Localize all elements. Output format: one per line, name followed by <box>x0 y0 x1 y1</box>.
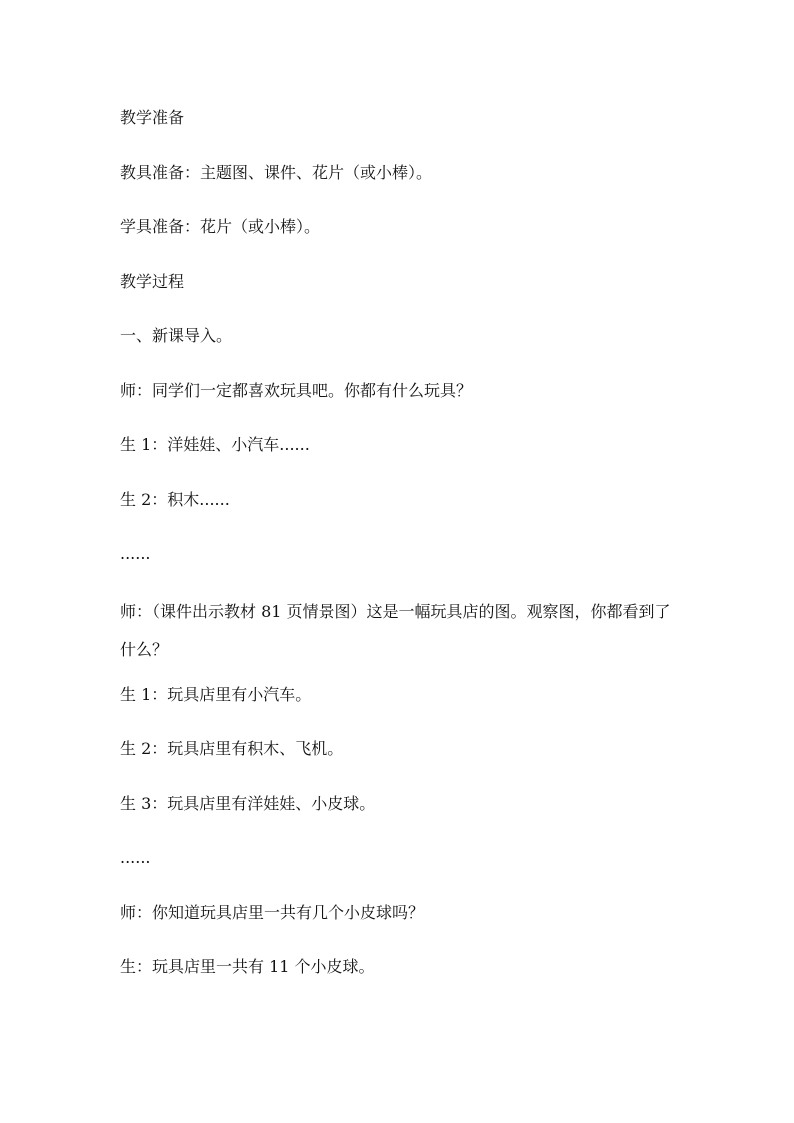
section-heading-process: 教学过程 <box>120 271 185 291</box>
dialogue-line: 生：玩具店里一共有 11 个小皮球。 <box>120 957 375 976</box>
dialogue-line: 生 1：洋娃娃、小汽车...... <box>120 435 310 454</box>
dialogue-line: 生 1：玩具店里有小汽车。 <box>120 684 312 704</box>
ellipsis-line: ...... <box>120 848 151 867</box>
dialogue-line: 生 2：积木...... <box>120 489 230 509</box>
ellipsis-line: ...... <box>120 544 151 563</box>
dialogue-line: 师：（课件出示教材 81 页情景图）这是一幅玩具店的图。观察图，你都看到了什么？ <box>120 601 671 659</box>
dialogue-line: 生 3：玩具店里有洋娃娃、小皮球。 <box>120 793 376 813</box>
dialogue-line: 生 2：玩具店里有积木、飞机。 <box>120 739 344 758</box>
document-body <box>120 102 680 1006</box>
paragraph-learning-aids: 学具准备：花片（或小棒）。 <box>120 217 321 236</box>
section-heading-preparation: 教学准备 <box>120 108 185 127</box>
dialogue-line: 师：同学们一定都喜欢玩具吧。你都有什么玩具？ <box>120 380 473 400</box>
dialogue-line: 师：你知道玩具店里一共有几个小皮球吗？ <box>120 902 425 922</box>
paragraph-teaching-aids: 教具准备：主题图、课件、花片（或小棒）。 <box>120 162 433 182</box>
subheading-new-lesson: 一、新课导入。 <box>120 326 233 345</box>
